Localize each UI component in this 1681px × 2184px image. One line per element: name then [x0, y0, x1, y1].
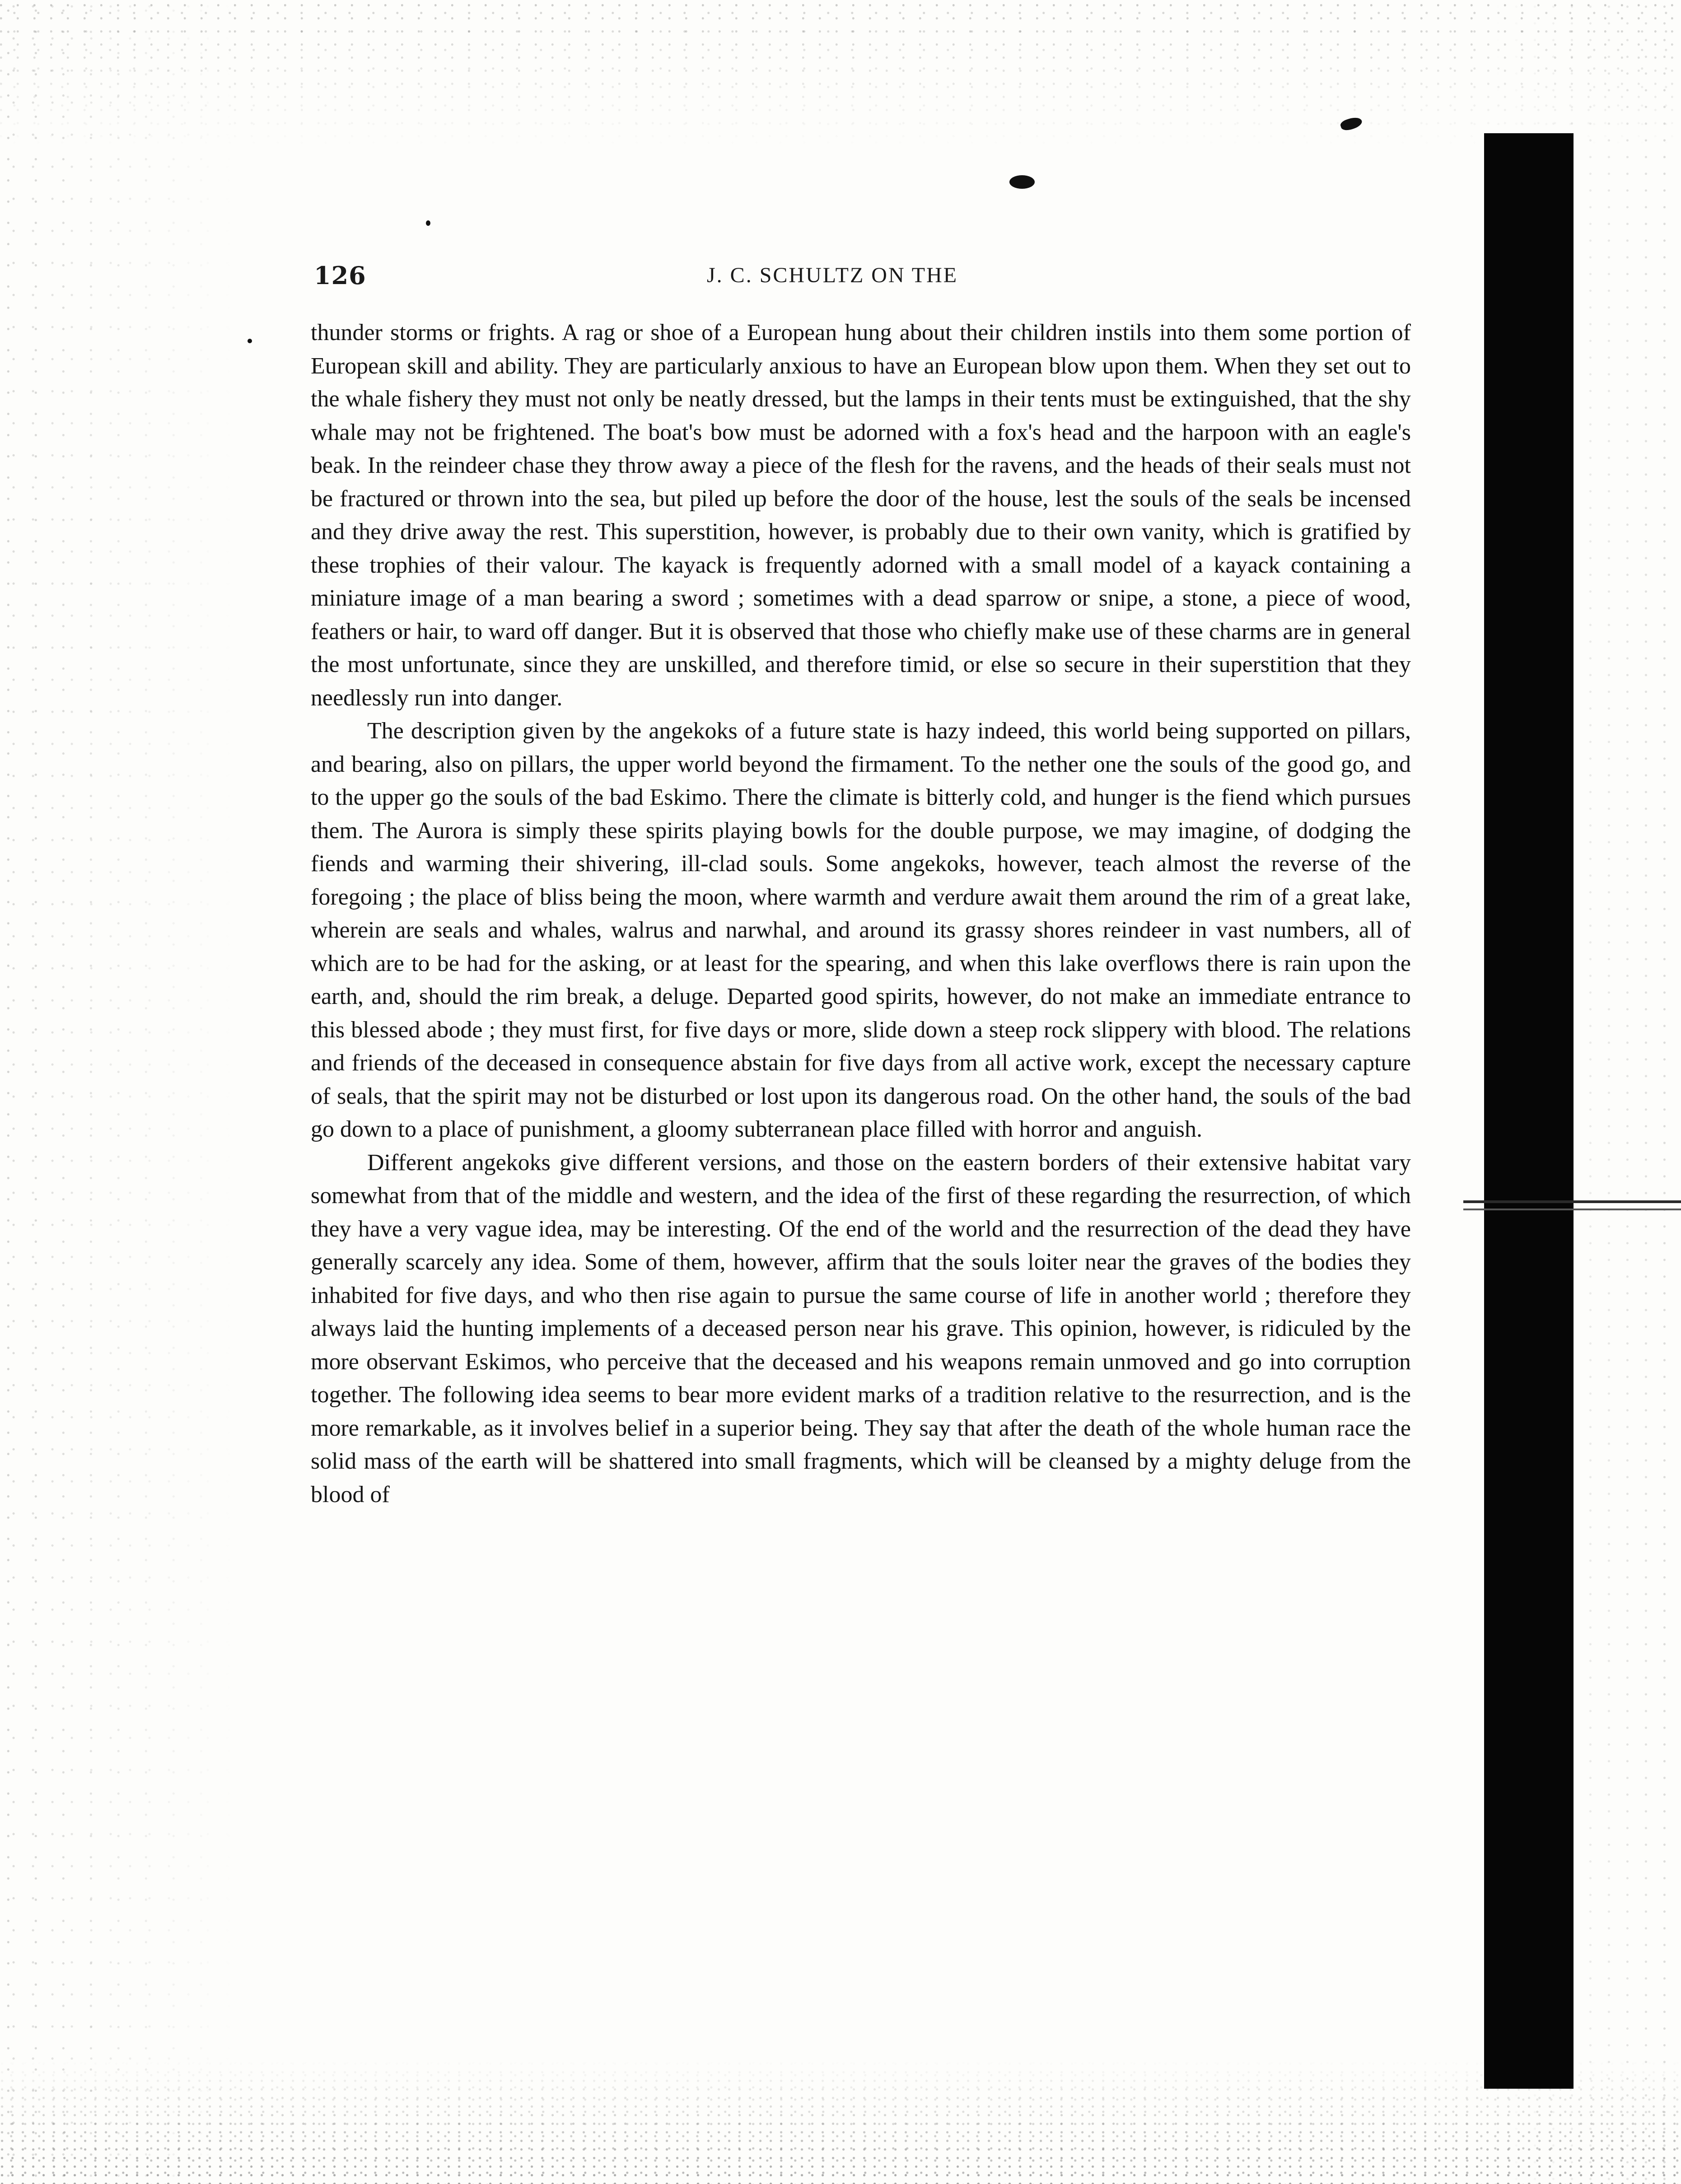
binding-shadow [1484, 133, 1574, 2089]
paragraph: thunder storms or frights. A rag or shoe of a European hung about their children instils into them some portion of European skill and ability. They are particularly anxious to have an European blow upon them. When they set out to the whale fishery they must not only be neatly dressed, but the lamps in their tents must be extinguished, that the shy whale may not be frightened. The boat's bow must be adorned with a fox's head and the harpoon with an eagle's beak. In the reindeer chase they throw away a piece of the flesh for the ravens, and the heads of their seals must not be fractured or thrown into the sea, but piled up before the door of the house, lest the souls of the seals be incensed and they drive away the rest. This superstition, however, is probably due to their own vanity, which is gratified by these trophies of their valour. The kayack is frequently adorned with a small model of a kayack containing a miniature image of a man bearing a sword ; sometimes with a dead sparrow or snipe, a stone, a piece of wood, feathers or hair, to ward off danger. But it is observed that those who chiefly make use of these charms are in general the most unfortunate, since they are unskilled, and therefore timid, or else so secure in their superstition that they needlessly run into danger. [311, 320, 1411, 711]
page-number: 126 [314, 261, 366, 290]
paragraph: The description given by the angekoks of a future state is hazy indeed, this world being supported on pillars, and bearing, also on pillars, the upper world beyond the firmament. To the nether one the souls of the good go, and to the upper go the souls of the bad Eskimo. There the climate is bitterly cold, and hunger is the fiend which pursues them. The Aurora is simply these spirits playing bowls for the double purpose, we may imagine, of dodging the fiends and warming their shivering, ill-clad souls. Some angekoks, however, teach almost the reverse of the foregoing ; the place of bliss being the moon, where warmth and verdure await them around the rim of a great lake, wherein are seals and whales, walrus and narwhal, and around its grassy shores reindeer in vast numbers, all of which are to be had for the asking, or at least for the spearing, and when this lake overflows there is rain upon the earth, and, should the rim break, a deluge. Departed good spirits, however, do not make an immediate entrance to this blessed abode ; they must first, for five days or more, slide down a steep rock slippery with blood. The relations and friends of the deceased in consequence abstain for five days from all active work, except the necessary capture of seals, that the spirit may not be disturbed or lost upon its dangerous road. On the other hand, the souls of the bad go down to a place of punishment, a gloomy subterranean place filled with horror and anguish. [311, 718, 1411, 1142]
binding-rule-secondary [1463, 1209, 1681, 1210]
paragraph: Different angekoks give different versions, and those on the eastern borders of their extensive habitat vary somewhat from that of the middle and western, and the idea of the first of these regarding the resurrection, of which they have a very vague idea, may be interesting. Of the end of the world and the resurrection of the dead they have generally scarcely any idea. Some of them, however, affirm that the souls loiter near the graves of the bodies they inhabited for five days, and who then rise again to pursue the same course of life in another world ; therefore they always laid the hunting implements of a deceased person near his grave. This opinion, however, is ridiculed by the more observant Eskimos, who perceive that the deceased and his weapons remain unmoved and go into corruption together. The following idea seems to bear more evident marks of a tradition relative to the resurrection, and is the more remarkable, as it involves belief in a superior being. They say that after the death of the whole human race the solid mass of the earth will be shattered into small fragments, which will be cleansed by a mighty deluge from the blood of [311, 1149, 1411, 1507]
page-header [314, 261, 1429, 293]
running-head: J. C. SCHULTZ ON THE [707, 263, 958, 287]
scan-noise-top [0, 0, 1681, 149]
scan-noise-left [0, 0, 235, 2184]
scan-noise-bottom [0, 2059, 1681, 2184]
ink-speck [426, 220, 430, 226]
ink-scratch [1339, 115, 1363, 132]
body-text [311, 316, 1411, 1511]
ink-speck [247, 339, 252, 343]
ink-blot [1009, 175, 1035, 189]
binding-rule [1463, 1200, 1681, 1203]
